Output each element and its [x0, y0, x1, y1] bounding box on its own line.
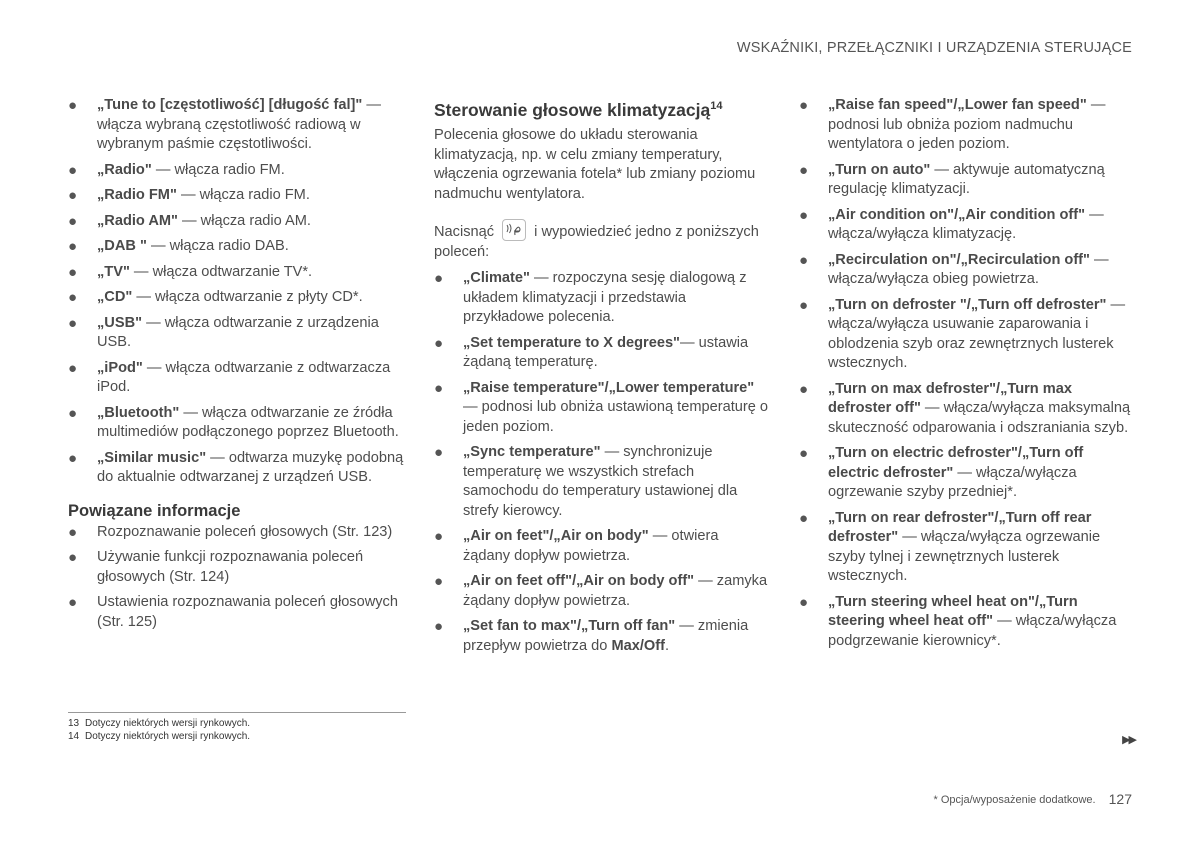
- bullet-icon: ●: [68, 449, 78, 467]
- command-description: — otwiera żądany dopływ powietrza.: [463, 528, 719, 564]
- prompt-after: i wypowiedzieć jedno z poniższych poleceń:: [434, 224, 759, 260]
- bullet-icon: ●: [68, 314, 78, 332]
- voice-command: „Sync temperature": [463, 444, 601, 460]
- voice-command: „Turn steering wheel heat on"/„Turn steering wheel heat off": [828, 593, 1078, 629]
- list-item: [434, 379, 769, 438]
- list-item: [799, 96, 1132, 155]
- voice-command: „Air on feet off"/„Air on body off": [463, 573, 695, 589]
- command-description: — zmienia przepływ powietrza do: [463, 618, 749, 654]
- prompt-before: Nacisnąć: [434, 224, 495, 240]
- voice-command: „CD": [97, 289, 133, 305]
- footnote: [68, 717, 406, 730]
- command-description: — włącza/wyłącza obieg powietrza.: [828, 251, 1109, 287]
- related-link-text[interactable]: Rozpoznawanie poleceń głosowych (Str. 123): [97, 523, 393, 540]
- command-description: — ustawia żądaną temperaturę.: [463, 334, 749, 370]
- list-item: [434, 527, 769, 566]
- radio-command-list: [68, 96, 406, 488]
- section-heading: [434, 96, 769, 120]
- bullet-icon: ●: [434, 379, 444, 397]
- list-item: [68, 288, 406, 308]
- footer-note: * Opcja/wyposażenie dodatkowe.: [933, 794, 1096, 806]
- bullet-icon: ●: [68, 161, 78, 179]
- list-item: [799, 380, 1132, 439]
- list-item: [799, 161, 1132, 200]
- setting-value: Max/Off: [611, 637, 665, 654]
- list-item: [68, 96, 406, 155]
- voice-command: „DAB ": [97, 238, 147, 254]
- voice-command: „Radio AM": [97, 212, 178, 229]
- command-description: — odtwarza muzykę podobną do aktualnie odtwarzanej z urządzeń USB.: [97, 449, 404, 485]
- left-column: [68, 96, 406, 638]
- footnotes: [68, 712, 406, 743]
- list-item: [434, 572, 769, 611]
- footnote-number: 13: [68, 718, 80, 729]
- command-description: — włącza odtwarzanie z płyty CD*.: [132, 289, 363, 305]
- voice-control-icon: [502, 219, 526, 241]
- command-description: — zamyka żądany dopływ powietrza.: [463, 573, 768, 609]
- page-footer: [934, 791, 1132, 807]
- bullet-icon: ●: [68, 238, 78, 255]
- related-info-list: [68, 523, 406, 633]
- voice-command: „Air condition on"/„Air condition off": [828, 206, 1086, 223]
- bullet-icon: ●: [68, 97, 78, 114]
- list-item: [799, 251, 1132, 290]
- command-description: — włącza radio DAB.: [146, 238, 289, 254]
- command-description-end: .: [664, 637, 670, 654]
- list-item: [799, 206, 1132, 245]
- list-item: [799, 444, 1132, 503]
- list-item: [68, 212, 406, 232]
- command-description: — aktywuje automatyczną regulację klimatyzacji.: [828, 161, 1105, 197]
- list-item: [799, 593, 1132, 652]
- bullet-icon: ●: [68, 404, 78, 422]
- voice-command: „Set fan to max"/„Turn off fan": [463, 618, 676, 634]
- voice-command: „Raise fan speed"/„Lower fan speed": [828, 97, 1087, 113]
- bullet-icon: ●: [799, 97, 809, 114]
- list-item: [68, 404, 406, 443]
- running-header: WSKAŹNIKI, PRZEŁĄCZNIKI I URZĄDZENIA STERUJĄCE: [736, 40, 1132, 56]
- bullet-icon: ●: [799, 509, 809, 527]
- bullet-icon: ●: [434, 618, 444, 635]
- command-description: — włącza radio AM.: [177, 212, 311, 229]
- section-intro: Polecenia głosowe do układu sterowania klimatyzacją, np. w celu zmiany temperatury, włączenia ogrzewania fotela* lub zmiany poziomu nadmuchu wentylatora.: [434, 127, 756, 202]
- bullet-icon: ●: [68, 263, 78, 281]
- voice-command: „Climate": [463, 270, 530, 286]
- bullet-icon: ●: [68, 523, 78, 541]
- command-description: — włącza/wyłącza ogrzewanie szyby przedniej*.: [828, 464, 1077, 500]
- voice-command: „Radio": [97, 161, 152, 178]
- voice-command: „Recirculation on"/„Recirculation off": [828, 251, 1090, 268]
- climate-command-list: [434, 269, 769, 656]
- command-description: — synchronizuje temperaturę we wszystkich strefach samochodu do temperatury ustawionej dla strefy kierowcy.: [463, 444, 738, 519]
- page-number: 127: [1108, 791, 1132, 807]
- footnote: [68, 730, 406, 743]
- bullet-icon: ●: [799, 206, 809, 224]
- voice-command: „Turn on max defroster"/„Turn max defroster off": [828, 380, 1072, 416]
- list-item: [68, 237, 406, 257]
- bullet-icon: ●: [68, 212, 78, 230]
- voice-command: „Turn on rear defroster"/„Turn off rear defroster": [828, 509, 1092, 545]
- list-item: [68, 161, 406, 181]
- command-description: — włącza odtwarzanie ze źródła multimediów podłączonego poprzez Bluetooth.: [97, 404, 399, 440]
- footnote-text: Dotyczy niektórych wersji rynkowych.: [85, 731, 251, 742]
- right-column: [799, 96, 1132, 657]
- middle-column: [434, 96, 769, 662]
- voice-command: „Set temperature to X degrees": [463, 334, 680, 351]
- voice-command: „Radio FM": [97, 187, 177, 203]
- voice-command: „Air on feet"/„Air on body": [463, 528, 649, 544]
- command-description: — podnosi lub obniża poziom nadmuchu wentylatora o jeden poziom.: [828, 97, 1106, 152]
- list-item: [799, 509, 1132, 587]
- related-info-heading: Powiązane informacje: [68, 501, 241, 520]
- list-item: [68, 314, 406, 353]
- voice-command: „USB": [97, 314, 143, 331]
- command-description: — włącza/wyłącza usuwanie zaparowania i oblodzenia szyb oraz zewnętrznych lusterek wstecznych.: [828, 296, 1126, 371]
- command-description: — włącza radio FM.: [151, 161, 285, 178]
- list-item: [799, 296, 1132, 374]
- bullet-icon: ●: [799, 161, 809, 179]
- list-item: [434, 443, 769, 521]
- footnote-ref: 14: [710, 100, 723, 112]
- command-description: — włącza odtwarzanie z odtwarzacza iPod.: [97, 359, 391, 395]
- related-link[interactable]: [68, 593, 406, 632]
- voice-command: „Bluetooth": [97, 404, 180, 421]
- command-description: — włącza/wyłącza maksymalną skuteczność odparowania i odszraniania szyb.: [828, 400, 1131, 436]
- command-description: — podnosi lub obniża ustawioną temperaturę o jeden poziom.: [463, 399, 769, 435]
- list-item: [434, 334, 769, 373]
- list-item: [434, 617, 769, 656]
- bullet-icon: ●: [434, 573, 444, 590]
- section-heading-text: Sterowanie głosowe klimatyzacją: [434, 100, 711, 120]
- voice-command: „Raise temperature"/„Lower temperature": [463, 379, 755, 396]
- related-link-text[interactable]: Używanie funkcji rozpoznawania poleceń głosowych (Str. 124): [97, 549, 364, 585]
- command-description: — włącza odtwarzanie z urządzenia USB.: [97, 314, 379, 350]
- bullet-icon: ●: [68, 549, 78, 566]
- bullet-icon: ●: [434, 528, 444, 545]
- bullet-icon: ●: [799, 296, 809, 314]
- bullet-icon: ●: [799, 593, 809, 611]
- command-description: — włącza radio FM.: [176, 187, 310, 203]
- bullet-icon: ●: [434, 444, 444, 461]
- bullet-icon: ●: [68, 289, 78, 306]
- bullet-icon: ●: [799, 445, 809, 462]
- command-description: — rozpoczyna sesję dialogową z układem klimatyzacji i przedstawia przykładowe polecenia.: [463, 270, 747, 325]
- list-item: [68, 449, 406, 488]
- list-item: [68, 263, 406, 283]
- voice-command: „Tune to [częstotliwość] [długość fal]": [97, 97, 363, 113]
- climate-command-list-continued: [799, 96, 1132, 651]
- voice-command: „TV": [97, 263, 130, 280]
- command-description: — włącza/wyłącza ogrzewanie szyby tylnej i zewnętrznych lusterek wstecznych.: [828, 529, 1101, 584]
- voice-command: „Turn on defroster "/„Turn off defroster": [828, 296, 1107, 313]
- command-description: — włącza/wyłącza podgrzewanie kierownicy*.: [828, 613, 1117, 649]
- voice-command: „Turn on auto": [828, 161, 931, 178]
- list-item: [434, 269, 769, 328]
- bullet-icon: ●: [68, 187, 78, 204]
- bullet-icon: ●: [68, 359, 78, 377]
- related-link[interactable]: [68, 548, 406, 587]
- voice-command: „iPod": [97, 359, 143, 376]
- bullet-icon: ●: [68, 594, 78, 611]
- command-description: — włącza wybraną częstotliwość radiową w wybranym paśmie częstotliwości.: [97, 97, 381, 152]
- footnote-number: 14: [68, 731, 80, 742]
- list-item: [68, 359, 406, 398]
- command-description: — włącza/wyłącza klimatyzację.: [828, 206, 1104, 242]
- list-item: [68, 186, 406, 206]
- bullet-icon: ●: [434, 270, 444, 287]
- related-link[interactable]: [68, 523, 406, 543]
- bullet-icon: ●: [799, 380, 809, 398]
- instruction-prompt: [434, 219, 769, 262]
- related-link-text[interactable]: Ustawienia rozpoznawania poleceń głosowych (Str. 125): [97, 594, 398, 630]
- footnote-text: Dotyczy niektórych wersji rynkowych.: [85, 718, 251, 729]
- bullet-icon: ●: [434, 334, 444, 352]
- bullet-icon: ●: [799, 251, 809, 269]
- double-arrow-right-icon: ▶▶: [1122, 734, 1135, 746]
- command-description: — włącza odtwarzanie TV*.: [129, 263, 313, 280]
- voice-command: „Turn on electric defroster"/„Turn off electric defroster": [828, 445, 1084, 481]
- voice-command: „Similar music": [97, 449, 207, 466]
